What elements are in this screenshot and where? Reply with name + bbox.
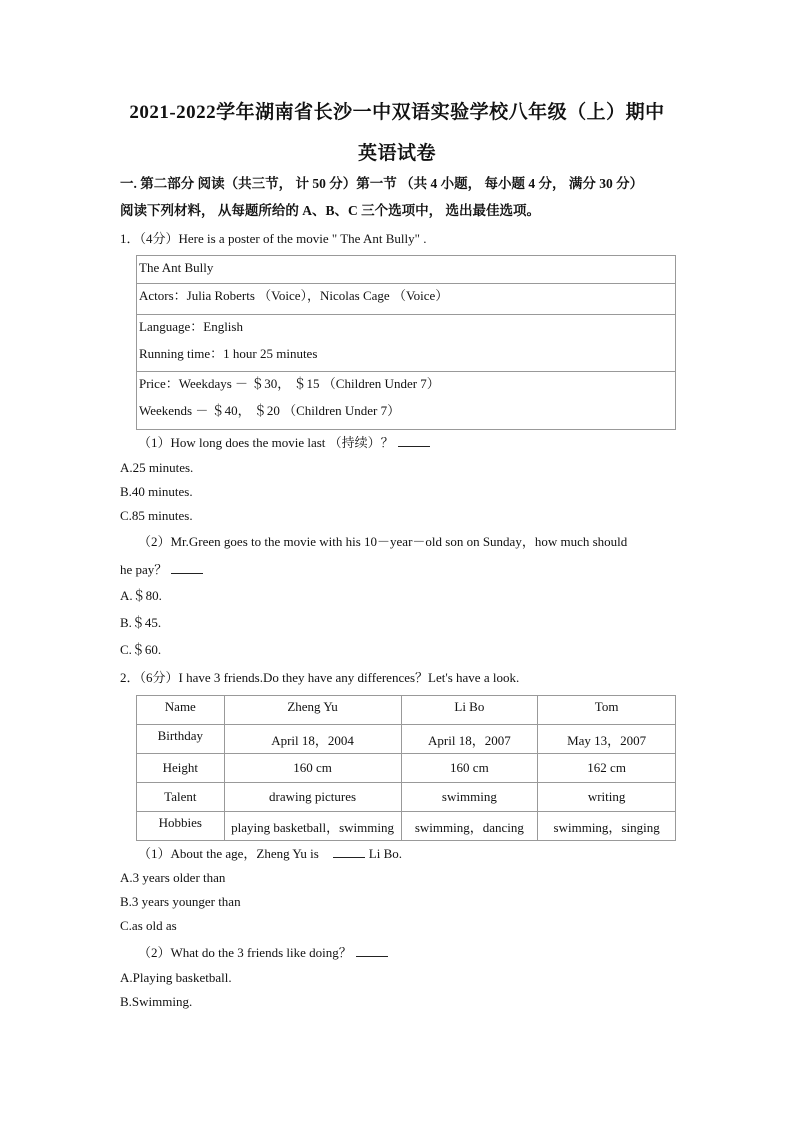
q2-sub1-text-pre: （1）About the age，Zheng Yu is xyxy=(138,846,319,861)
table-header-cell: Li Bo xyxy=(401,696,538,725)
table-row xyxy=(137,783,676,812)
question-2-intro: 2．（6分）I have 3 friends.Do they have any differences？Let's have a look. xyxy=(120,670,520,685)
poster-language: Language：English xyxy=(139,319,243,334)
answer-blank[interactable] xyxy=(171,561,203,574)
q1-sub2-text: he pay？ xyxy=(120,562,168,577)
poster-language-cell xyxy=(137,315,676,372)
table-cell: April 18，2004 xyxy=(224,725,401,754)
table-row xyxy=(137,754,676,783)
q2-sub2-text: （2）What do the 3 friends like doing？ xyxy=(138,945,352,960)
table-cell: drawing pictures xyxy=(224,783,401,812)
friends-table-header-row xyxy=(137,696,676,725)
table-cell: Height xyxy=(137,754,225,783)
poster-running-time: Running time：1 hour 25 minutes xyxy=(139,346,318,361)
table-cell: 160 cm xyxy=(401,754,538,783)
poster-title-cell xyxy=(137,256,676,284)
q2-sub2-question xyxy=(138,944,388,961)
section-instruction: 阅读下列材料， 从每题所给的 A、B、C 三个选项中， 选出最佳选项。 xyxy=(120,203,541,218)
q2-sub1-option-c: C.as old as xyxy=(120,918,177,933)
movie-poster-table xyxy=(136,255,676,430)
q1-sub2-question-line1: （2）Mr.Green goes to the movie with his 10－year－old son on Sunday，how much should xyxy=(138,534,628,549)
poster-price-weekends: Weekends － ＄40， ＄20 （Children Under 7） xyxy=(139,403,401,418)
answer-blank[interactable] xyxy=(398,434,430,447)
poster-price-weekdays: Price：Weekdays － ＄30， ＄15 （Children Under 7） xyxy=(139,376,440,391)
q2-sub1-text-post: Li Bo. xyxy=(368,846,403,861)
table-cell: Talent xyxy=(137,783,225,812)
table-cell: Hobbies xyxy=(137,812,225,841)
table-cell: swimming xyxy=(401,783,538,812)
table-cell: May 13，2007 xyxy=(538,725,676,754)
answer-blank[interactable] xyxy=(356,944,388,957)
q2-sub1-option-b: B.3 years younger than xyxy=(120,894,241,909)
table-cell: April 18，2007 xyxy=(401,725,538,754)
q1-sub2-question-line2 xyxy=(120,561,203,578)
q1-sub1-question xyxy=(138,434,430,451)
table-cell: 160 cm xyxy=(224,754,401,783)
q2-sub2-option-a: A.Playing basketball. xyxy=(120,970,232,985)
q1-sub1-option-b: B.40 minutes. xyxy=(120,484,193,499)
table-row xyxy=(137,725,676,754)
q2-sub2-option-b: B.Swimming. xyxy=(120,994,193,1009)
friends-table xyxy=(136,695,676,841)
q2-sub1-question xyxy=(138,845,402,862)
table-header-cell: Name xyxy=(137,696,225,725)
q2-sub1-option-a: A.3 years older than xyxy=(120,870,226,885)
table-cell: swimming，dancing xyxy=(401,812,538,841)
section-heading: 一. 第二部分 阅读（共三节， 计 50 分）第一节 （共 4 小题， 每小题 4 分， 满分 30 分） xyxy=(120,176,644,191)
table-header-cell: Zheng Yu xyxy=(224,696,401,725)
exam-title: 2021-2022学年湖南省长沙一中双语实验学校八年级（上）期中 xyxy=(129,102,665,123)
q1-sub2-option-a: A.＄80. xyxy=(120,588,162,603)
question-1-intro: 1．（4分）Here is a poster of the movie " The Ant Bully" . xyxy=(120,231,427,246)
table-row xyxy=(137,812,676,841)
table-header-cell: Tom xyxy=(538,696,676,725)
q1-sub2-option-b: B.＄45. xyxy=(120,615,162,630)
table-cell: 162 cm xyxy=(538,754,676,783)
q1-sub2-option-c: C.＄60. xyxy=(120,642,162,657)
answer-blank[interactable] xyxy=(333,845,365,858)
q1-sub1-option-c: C.85 minutes. xyxy=(120,508,193,523)
q1-sub1-text: （1）How long does the movie last （持续）？ xyxy=(138,435,394,450)
table-cell: writing xyxy=(538,783,676,812)
poster-title: The Ant Bully xyxy=(139,260,214,275)
table-cell: Birthday xyxy=(137,725,225,754)
table-cell: swimming，singing xyxy=(538,812,676,841)
poster-actors: Actors：Julia Roberts （Voice），Nicolas Cage （Voice） xyxy=(139,288,449,303)
poster-price-cell xyxy=(137,372,676,430)
poster-actors-cell xyxy=(137,284,676,315)
table-cell: playing basketball，swimming xyxy=(224,812,401,841)
q1-sub1-option-a: A.25 minutes. xyxy=(120,460,194,475)
exam-subtitle: 英语试卷 xyxy=(357,143,436,164)
